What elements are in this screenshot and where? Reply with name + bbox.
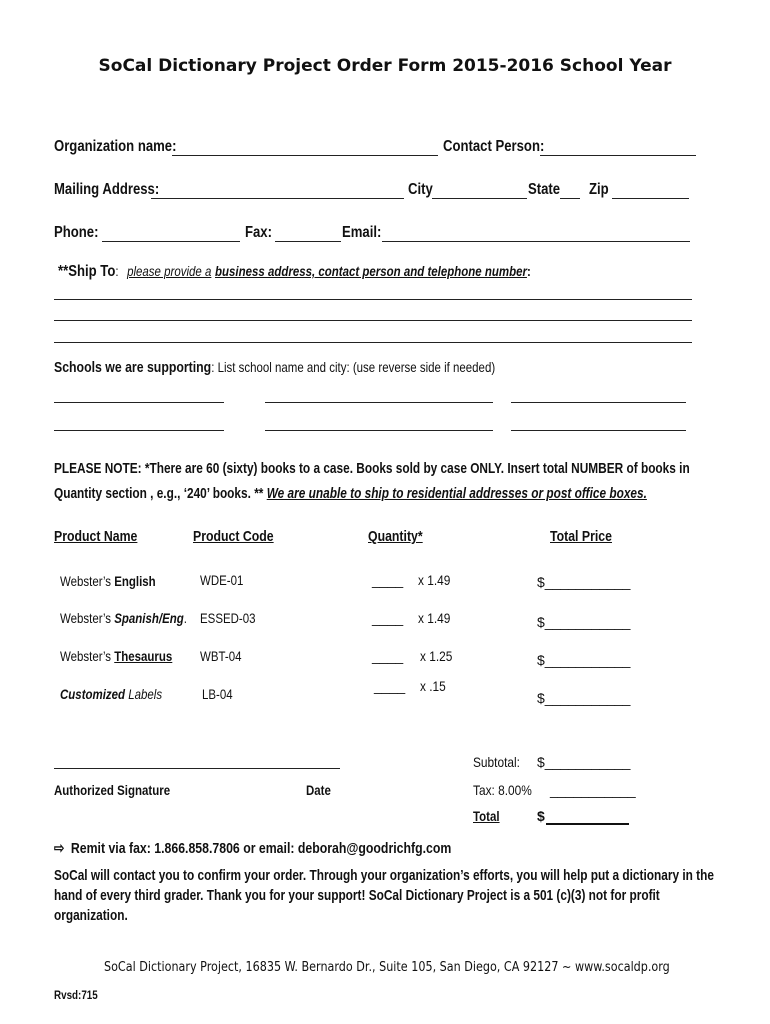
product-code-english: WDE-01 [200,572,244,588]
subtotal-field[interactable]: $___________ [537,754,631,770]
email-field[interactable] [382,241,690,242]
header-product-code: Product Code [193,528,274,545]
school-field-5[interactable] [265,430,493,431]
ship-to-line-1[interactable] [54,299,692,300]
state-field[interactable] [560,198,580,199]
quantity-english-field[interactable]: ____ [372,572,404,588]
product-name-english [60,573,156,591]
product-code-thesaurus: WBT-04 [200,648,242,664]
date-label: Date [306,782,331,798]
header-product-name: Product Name [54,528,138,545]
ship-to-line [58,263,531,281]
tax-label: Tax: 8.00% [473,782,532,798]
ship-to-hint-emphasis: business address, contact person and telephone number [215,263,527,279]
quantity-labels-field[interactable]: ____ [374,678,406,694]
header-quantity: Quantity* [368,528,423,545]
product-name-spanish [60,610,187,628]
zip-field[interactable] [612,198,689,199]
ship-to-hint-prefix: please provide a [127,263,212,279]
email-label: Email: [342,224,382,241]
fax-label: Fax: [245,224,272,241]
mailing-address-field[interactable] [151,198,404,199]
total-labels-field[interactable]: $___________ [537,690,631,706]
closing-line-3: organization. [54,907,128,924]
schools-hint: : List school name and city: (use reverse side if needed) [211,359,496,375]
schools-label: Schools we are supporting [54,359,212,376]
contact-field[interactable] [540,155,696,156]
ship-to-line-2[interactable] [54,320,692,321]
unit-price-spanish: x 1.49 [418,610,451,626]
product-name-prefix: Webster’s [60,610,115,626]
organization-field[interactable] [172,155,438,156]
product-code-spanish: ESSED-03 [200,610,256,626]
ship-to-colon: : [115,263,119,279]
note-line-2-prefix: Quantity section , e.g., ‘240’ books. ** [54,485,267,502]
total-label: Total [473,808,500,824]
form-title: SoCal Dictionary Project Order Form 2015-2016 School Year [98,56,672,76]
total-thesaurus-field[interactable]: $___________ [537,652,631,668]
school-field-3[interactable] [511,402,686,403]
product-name-emphasis: Customized [60,686,126,702]
ship-to-label: **Ship To [58,263,116,280]
remit-text: Remit via fax: 1.866.858.7806 or email: deborah@goodrichfg.com [70,840,452,857]
note-line-2 [54,485,647,503]
total-dollar-sign: $ [537,808,545,824]
state-label: State [528,181,561,198]
signature-field[interactable] [54,768,340,769]
zip-label: Zip [589,181,609,198]
phone-label: Phone: [54,224,99,241]
closing-line-2: hand of every third grader. Thank you for your support! SoCal Dictionary Project is a 501 (c)(3) not for profit [54,887,660,904]
total-field[interactable] [546,823,629,825]
city-field[interactable] [432,198,527,199]
arrow-right-icon: ⇨ [54,840,65,857]
fax-field[interactable] [275,241,341,242]
quantity-thesaurus-field[interactable]: ____ [372,648,404,664]
contact-label: Contact Person: [443,138,545,155]
note-line-1: PLEASE NOTE: *There are 60 (sixty) books to a case. Books sold by case ONLY. Insert total NUMBER of books in [54,460,690,477]
ship-to-hint-end: : [526,263,531,279]
tax-field[interactable]: ___________ [550,782,636,798]
schools-line [54,359,495,377]
product-name-emphasis: English [114,573,156,589]
footer-address: SoCal Dictionary Project, 16835 W. Bernardo Dr., Suite 105, San Diego, CA 92127 ~ www.socaldp.org [104,960,670,975]
city-label: City [408,181,433,198]
school-field-2[interactable] [265,402,493,403]
product-name-prefix: Webster’s [60,648,115,664]
remit-line [54,839,451,858]
product-name-labels [60,686,162,704]
total-spanish-field[interactable]: $___________ [537,614,631,630]
header-total-price: Total Price [550,528,612,545]
quantity-spanish-field[interactable]: ____ [372,610,404,626]
revision-label: Rvsd:715 [54,988,98,1002]
product-name-suffix: Labels [125,686,163,702]
organization-label: Organization name: [54,138,177,155]
product-name-emphasis: Thesaurus [114,648,173,664]
ship-to-line-3[interactable] [54,342,692,343]
total-english-field[interactable]: $___________ [537,574,631,590]
mailing-address-label: Mailing Address: [54,181,160,198]
school-field-1[interactable] [54,402,224,403]
product-name-thesaurus [60,648,172,666]
product-name-emphasis: Spanish/Eng [114,610,184,626]
unit-price-english: x 1.49 [418,572,451,588]
unit-price-thesaurus: x 1.25 [420,648,453,664]
product-name-suffix: . [183,610,187,626]
unit-price-labels: x .15 [420,678,446,694]
closing-line-1: SoCal will contact you to confirm your order. Through your organization’s efforts, you will help put a dictionary in the [54,867,714,884]
product-code-labels: LB-04 [202,686,233,702]
phone-field[interactable] [102,241,240,242]
subtotal-label: Subtotal: [473,754,520,770]
school-field-6[interactable] [511,430,686,431]
school-field-4[interactable] [54,430,224,431]
product-name-prefix: Webster’s [60,573,115,589]
note-line-2-emphasis: We are unable to ship to residential addresses or post office boxes. [266,485,647,502]
authorized-signature-label: Authorized Signature [54,782,171,798]
